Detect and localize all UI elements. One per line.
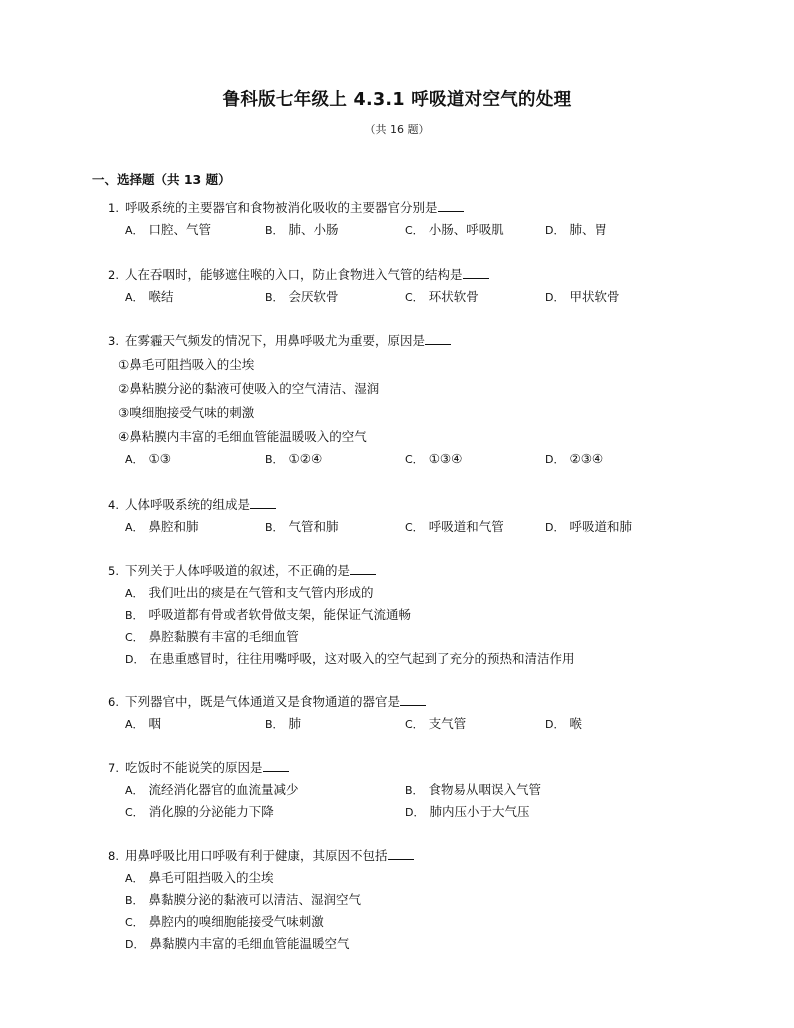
option-key: C． (125, 806, 144, 819)
option-key: D． (545, 453, 565, 466)
option-d (125, 934, 350, 952)
option-text: 肺 (288, 716, 302, 731)
question-text: 下列器官中，既是气体通道又是食物通道的器官是 (124, 694, 400, 709)
option-key: B． (265, 718, 284, 731)
question-stem (108, 846, 414, 864)
option-a (125, 780, 299, 798)
option-b (265, 220, 339, 238)
option-key: B． (405, 784, 424, 797)
option-b (265, 714, 301, 732)
question-text: 人在吞咽时，能够遮住喉的入口，防止食物进入气管的结构是 (124, 267, 463, 282)
question-count: （共 16 题） (364, 123, 430, 136)
answer-blank (388, 847, 414, 860)
option-key: B． (265, 224, 284, 237)
option-text: 喉 (569, 716, 582, 731)
option-a (125, 451, 171, 467)
answer-blank (425, 332, 451, 345)
option-key: D． (405, 806, 425, 819)
question-stem (108, 561, 376, 579)
option-text: 消化腺的分泌能力下降 (148, 804, 274, 819)
option-key: D． (545, 718, 565, 731)
option-d (545, 451, 603, 467)
option-key: B． (265, 453, 284, 466)
question-text: 在雾霾天气频发的情况下，用鼻呼吸尤为重要，原因是 (124, 333, 425, 348)
option-text: 鼻腔黏膜有丰富的毛细血管 (148, 629, 299, 644)
option-text: 肺、胃 (569, 222, 607, 237)
statement-1: ①鼻毛可阻挡吸入的尘埃 (118, 357, 255, 372)
option-key: D． (545, 521, 565, 534)
option-text: 咽 (148, 716, 162, 731)
option-b (125, 605, 411, 623)
option-key: C． (405, 718, 424, 731)
option-d (545, 287, 620, 305)
option-c (125, 627, 299, 645)
option-text: 呼吸道和气管 (428, 519, 504, 534)
option-key: C． (125, 631, 144, 644)
answer-blank (400, 693, 426, 706)
answer-blank (250, 496, 276, 509)
question-text: 人体呼吸系统的组成是 (124, 497, 250, 512)
section-heading: 一、选择题（共 13 题） (92, 172, 231, 187)
option-text: 肺内压小于大气压 (429, 804, 530, 819)
option-a (125, 287, 174, 305)
option-b (265, 287, 339, 305)
option-d (405, 802, 530, 820)
option-key: B． (125, 609, 144, 622)
question-number: 7. (108, 761, 119, 775)
question-stem (108, 495, 276, 513)
option-c (125, 912, 324, 930)
question-number: 2. (108, 268, 119, 282)
question-stem (108, 758, 289, 776)
option-key: D． (125, 938, 145, 951)
option-b (265, 451, 322, 467)
option-text: 呼吸道和肺 (569, 519, 632, 534)
option-text: ①③ (148, 451, 171, 466)
option-text: 流经消化器官的血流量减少 (148, 782, 299, 797)
option-text: 支气管 (428, 716, 467, 731)
option-b (265, 517, 339, 535)
question-number: 8. (108, 849, 119, 863)
option-key: A． (125, 718, 144, 731)
option-text: 鼻黏膜内丰富的毛细血管能温暖空气 (149, 936, 350, 951)
option-key: A． (125, 224, 144, 237)
option-key: B． (265, 521, 284, 534)
document-title: 鲁科版七年级上 4.3.1 呼吸道对空气的处理 (222, 90, 572, 110)
option-d (545, 220, 607, 238)
answer-blank (350, 562, 376, 575)
option-key: A． (125, 291, 144, 304)
option-key: D． (545, 291, 565, 304)
question-stem (108, 331, 451, 349)
option-text: 会厌软骨 (288, 289, 339, 304)
answer-blank (438, 199, 464, 212)
option-b (125, 890, 361, 908)
option-c (405, 517, 504, 535)
answer-blank (463, 266, 489, 279)
option-c (405, 220, 504, 238)
option-key: B． (265, 291, 284, 304)
option-text: 环状软骨 (428, 289, 479, 304)
option-key: A． (125, 872, 144, 885)
option-c (405, 287, 479, 305)
option-d (125, 649, 575, 667)
option-text: 气管和肺 (288, 519, 339, 534)
option-text: ②③④ (569, 451, 604, 466)
question-number: 1. (108, 201, 119, 215)
option-key: D． (545, 224, 565, 237)
answer-blank (263, 759, 289, 772)
option-key: D． (125, 653, 145, 666)
option-text: 甲状软骨 (569, 289, 620, 304)
option-text: ①③④ (428, 451, 463, 466)
statement-3: ③嗅细胞接受气味的刺激 (118, 405, 255, 420)
option-text: 喉结 (148, 289, 174, 304)
option-key: A． (125, 453, 144, 466)
option-text: 鼻黏膜分泌的黏液可以清洁、湿润空气 (148, 892, 362, 907)
question-number: 6. (108, 695, 119, 709)
option-key: C． (125, 916, 144, 929)
question-number: 3. (108, 334, 119, 348)
question-text: 下列关于人体呼吸道的叙述，不正确的是 (124, 563, 350, 578)
option-a (125, 583, 374, 601)
option-d (545, 517, 632, 535)
option-c (405, 451, 462, 467)
question-text: 呼吸系统的主要器官和食物被消化吸收的主要器官分别是 (124, 200, 438, 215)
question-stem (108, 198, 464, 216)
option-c (405, 714, 466, 732)
question-text: 用鼻呼吸比用口呼吸有利于健康，其原因不包括 (124, 848, 388, 863)
option-key: C． (405, 453, 424, 466)
question-text: 吃饭时不能说笑的原因是 (124, 760, 263, 775)
option-text: 在患重感冒时，往往用嘴呼吸，这对吸入的空气起到了充分的预热和清洁作用 (149, 651, 575, 666)
option-text: 肺、小肠 (288, 222, 339, 237)
option-key: A． (125, 521, 144, 534)
statement-2: ②鼻粘膜分泌的黏液可使吸入的空气清洁、湿润 (118, 381, 380, 396)
option-key: C． (405, 224, 424, 237)
question-number: 4. (108, 498, 119, 512)
statement-4: ④鼻粘膜内丰富的毛细血管能温暖吸入的空气 (118, 429, 367, 444)
option-text: 口腔、气管 (148, 222, 212, 237)
option-a (125, 220, 211, 238)
option-text: 鼻腔和肺 (148, 519, 199, 534)
option-text: 鼻腔内的嗅细胞能接受气味刺激 (148, 914, 324, 929)
option-text: 鼻毛可阻挡吸入的尘埃 (148, 870, 274, 885)
option-key: C． (405, 291, 424, 304)
option-b (405, 780, 541, 798)
option-text: 我们吐出的痰是在气管和支气管内形成的 (148, 585, 374, 600)
option-key: A． (125, 784, 144, 797)
option-c (125, 802, 274, 820)
option-text: 小肠、呼吸肌 (428, 222, 504, 237)
option-text: ①②④ (288, 451, 323, 466)
option-a (125, 517, 199, 535)
question-number: 5. (108, 564, 119, 578)
option-a (125, 714, 161, 732)
option-key: A． (125, 587, 144, 600)
option-key: B． (125, 894, 144, 907)
option-key: C． (405, 521, 424, 534)
option-a (125, 868, 274, 886)
option-text: 食物易从咽误入气管 (428, 782, 542, 797)
question-stem (108, 692, 426, 710)
option-text: 呼吸道都有骨或者软骨做支架，能保证气流通畅 (148, 607, 412, 622)
option-d (545, 714, 582, 732)
question-stem (108, 265, 489, 283)
